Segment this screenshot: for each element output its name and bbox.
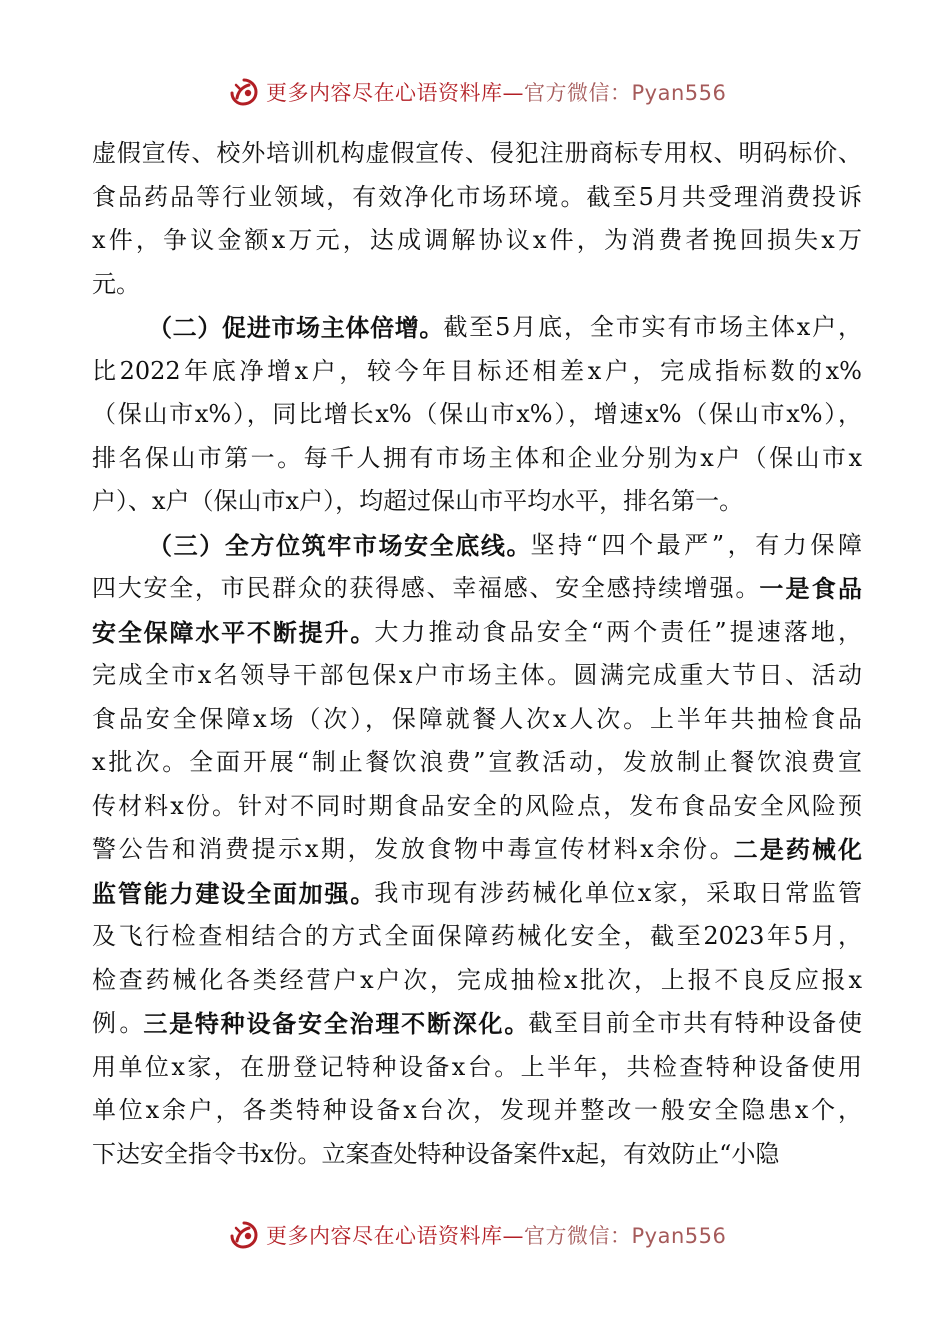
body-text: 比2022年底净增x户，较今年目标还相差x户，完成指标数的x% [92, 356, 862, 385]
text-line [92, 263, 862, 307]
body-text: 检查药械化各类经营户x户次，完成抽检x批次，上报不良反应报x [92, 965, 862, 994]
body-text: 坚持“四个最严”，有力保障 [530, 530, 862, 559]
body-text: 大力推动食品安全“两个责任”提速落地， [374, 617, 862, 646]
text-line [92, 1046, 862, 1090]
text-line [92, 437, 862, 481]
bold-heading-text: 安全保障水平不断提升。 [92, 617, 375, 647]
document-body [92, 132, 862, 1176]
body-text: 及飞行检查相结合的方式全面保障药械化安全，截至2023年5月， [92, 922, 862, 950]
body-text: 下达安全指令书x份。立案查处特种设备案件x起，有效防止“小隐 [92, 1139, 780, 1168]
body-text: 传材料x份。针对不同时期食品安全的风险点，发布食品安全风险预 [92, 791, 862, 820]
bold-heading-text: 三是特种设备安全治理不断深化。 [143, 1009, 529, 1038]
body-text: 我市现有涉药械化单位x家，采取日常监管 [374, 878, 862, 907]
body-text: 用单位x家，在册登记特种设备x台。上半年，共检查特种设备使用 [92, 1052, 862, 1081]
text-line [92, 219, 862, 263]
text-line [92, 306, 862, 350]
text-line [92, 915, 862, 959]
body-text: 食品药品等行业领域，有效净化市场环境。截至5月共受理消费投诉 [92, 182, 862, 211]
text-line [92, 393, 862, 437]
bold-heading-text: 一是食品 [759, 574, 862, 603]
body-text: 四大安全，市民群众的获得感、幸福感、安全感持续增强。 [92, 574, 760, 602]
text-line [92, 132, 862, 176]
text-line [92, 698, 862, 742]
text-line [92, 872, 862, 916]
text-line [92, 959, 862, 1003]
text-line [92, 828, 862, 872]
body-text: 虚假宣传、校外培训机构虚假宣传、侵犯注册商标专用权、明码标价、 [92, 139, 862, 167]
text-line [92, 741, 862, 785]
body-text: 截至目前全市共有特种设备使 [528, 1009, 862, 1037]
text-line [92, 480, 862, 524]
text-line [92, 176, 862, 220]
text-line [92, 611, 862, 655]
text-line [92, 524, 862, 568]
text-line [92, 567, 862, 611]
bold-heading-text: （三）全方位筑牢市场安全底线。 [148, 530, 531, 560]
footer-watermark [228, 1217, 726, 1253]
body-text: 户）、x户（保山市x户），均超过保山市平均水平，排名第一。 [92, 487, 744, 515]
body-text: 食品安全保障x场（次），保障就餐人次x人次。上半年共抽检食品 [92, 704, 862, 733]
body-text: 完成全市x名领导干部包保x户市场主体。圆满完成重大节日、活动 [92, 661, 862, 689]
text-line [92, 350, 862, 394]
body-text: x批次。全面开展“制止餐饮浪费”宣教活动，发放制止餐饮浪费宣 [92, 748, 862, 776]
body-text: （保山市x%），同比增长x%（保山市x%），增速x%（保山市x%）， [92, 400, 862, 428]
logo-icon [228, 1219, 260, 1251]
body-text: 元。 [92, 269, 140, 298]
text-line [92, 1089, 862, 1133]
body-text: x件，争议金额x万元，达成调解协议x件，为消费者挽回损失x万 [92, 226, 862, 254]
bold-heading-text: 监管能力建设全面加强。 [92, 878, 375, 908]
text-line [92, 785, 862, 829]
text-line [92, 1133, 862, 1177]
bold-heading-text: （二）促进市场主体倍增。 [148, 313, 444, 342]
body-text: 截至5月底，全市实有市场主体x户， [443, 313, 862, 341]
text-line [92, 1002, 862, 1046]
body-text: 警公告和消费提示x期，发放食物中毒宣传材料x余份。 [92, 835, 734, 863]
body-text: 排名保山市第一。每千人拥有市场主体和企业分别为x户（保山市x [92, 443, 862, 472]
text-line [92, 654, 862, 698]
bold-heading-text: 二是药械化 [733, 835, 862, 864]
logo-icon [228, 76, 260, 108]
watermark-text: 更多内容尽在心语资料库—官方微信：Pyan556 [266, 1224, 727, 1248]
watermark-text: 更多内容尽在心语资料库—官方微信：Pyan556 [266, 81, 727, 105]
body-text: 例。 [92, 1009, 144, 1037]
body-text: 单位x余户，各类特种设备x台次，发现并整改一般安全隐患x个， [92, 1096, 862, 1124]
header-watermark [228, 74, 726, 110]
